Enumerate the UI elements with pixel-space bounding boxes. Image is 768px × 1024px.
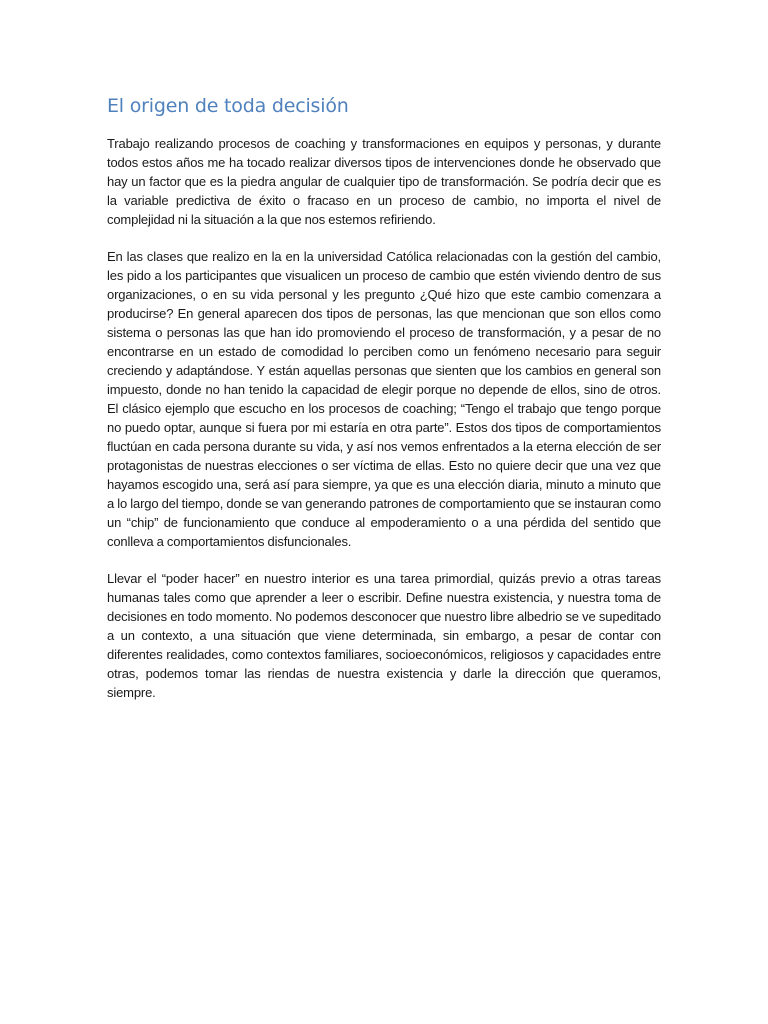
paragraph-3: Llevar el “poder hacer” en nuestro interior es una tarea primordial, quizás previo a otras tareas humanas tales como que aprender a leer o escribir. Define nuestra existencia, y nuestra toma de decisiones en todo momento. No podemos desconocer que nuestro libre albedrio se ve supeditado a un contexto, a una situación que viene determinada, sin embargo, a pesar de contar con diferentes realidades, como contextos familiares, socioeconómicos, religiosos y capacidades entre otras, podemos tomar las riendas de nuestra existencia y darle la dirección que queramos, siempre. — [107, 571, 661, 700]
paragraph-1: Trabajo realizando procesos de coaching y transformaciones en equipos y personas, y durante todos estos años me ha tocado realizar diversos tipos de intervenciones donde he observado que hay un factor que es la piedra angular de cualquier tipo de transformación. Se podría decir que es la variable predictiva de éxito o fracaso en un proceso de cambio, no importa el nivel de complejidad ni la situación a la que nos estemos refiriendo. — [107, 136, 661, 227]
document-title: El origen de toda decisión — [107, 95, 349, 117]
document-body — [107, 93, 661, 720]
paragraph-2: En las clases que realizo en la en la universidad Católica relacionadas con la gestión del cambio, les pido a los participantes que visualicen un proceso de cambio que estén viviendo dentro de sus organizaciones, o en su vida personal y les pregunto ¿Qué hizo que este cambio comenzara a producirse? En general aparecen dos tipos de personas, las que mencionan que son ellos como sistema o personas las que han ido promoviendo el proceso de transformación, y a pesar de no encontrarse en un estado de comodidad lo perciben como un fenómeno necesario para seguir creciendo y adaptándose. Y están aquellas personas que sienten que los cambios en general son impuesto, donde no han tenido la capacidad de elegir porque no depende de ellos, sino de otros. El clásico ejemplo que escucho en los procesos de coaching; “Tengo el trabajo que tengo porque no puedo optar, aunque si fuera por mi estaría en otra parte”. Estos dos tipos de comportamientos fluctúan en cada persona durante su vida, y así nos vemos enfrentados a la eterna elección de ser protagonistas de nuestras elecciones o ser víctima de ellas. Esto no quiere decir que una vez que hayamos escogido una, será así para siempre, ya que es una elección diaria, minuto a minuto que a lo largo del tiempo, donde se van generando patrones de comportamiento que se instauran como un “chip” de funcionamiento que conduce al empoderamiento o a una pérdida del sentido que conlleva a comportamientos disfuncionales. — [107, 249, 661, 549]
